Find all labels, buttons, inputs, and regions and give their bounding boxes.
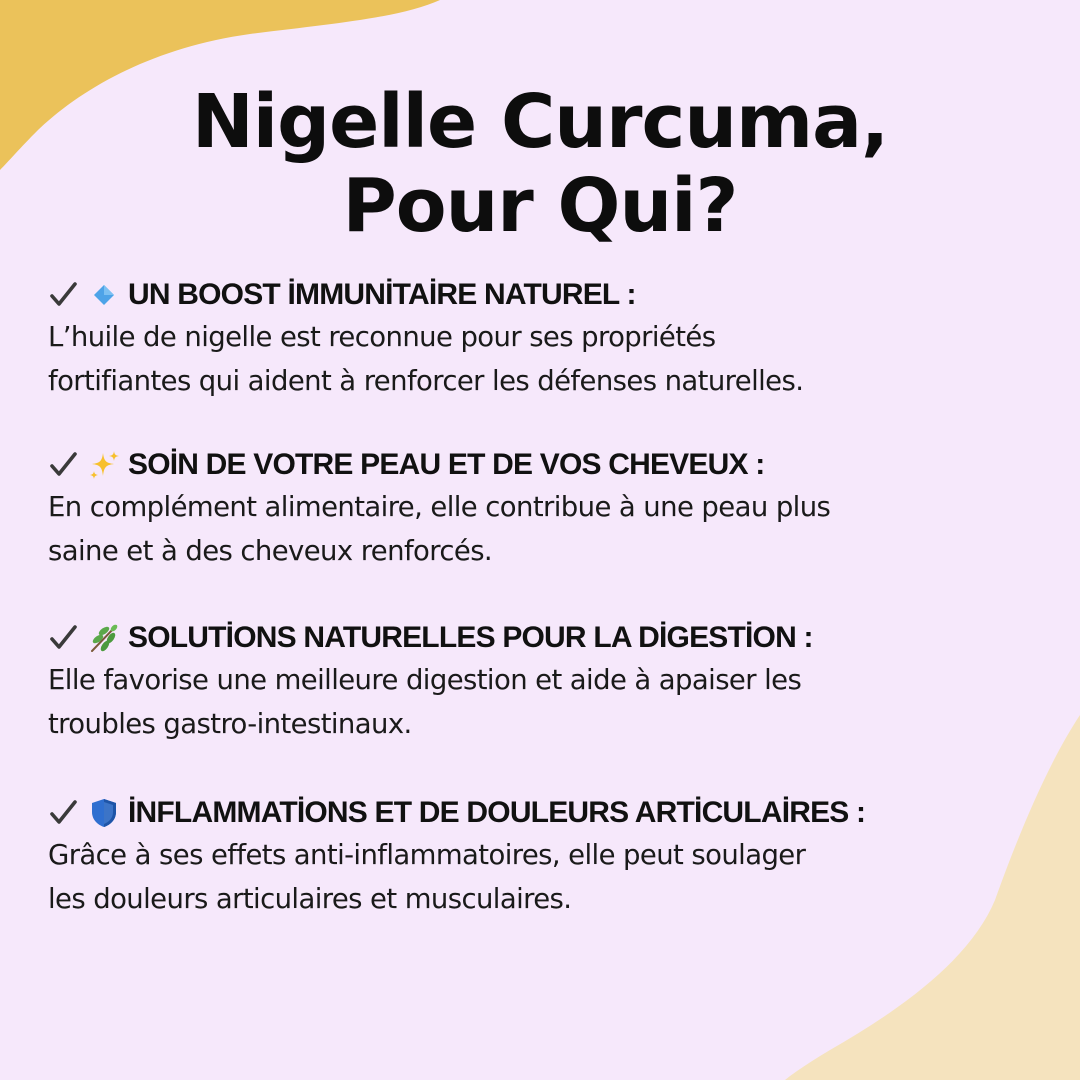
section-immunity: [48, 275, 1038, 403]
body-line: En complément alimentaire, elle contribue à une peau plus: [48, 491, 831, 523]
shield-icon: [88, 797, 120, 829]
herb-icon: [88, 622, 120, 654]
body-line: les douleurs articulaires et musculaires.: [48, 883, 572, 915]
body-line: Elle favorise une meilleure digestion et aide à apaiser les: [48, 664, 802, 696]
body-line: troubles gastro-intestinaux.: [48, 708, 412, 740]
section-heading: [48, 793, 1038, 833]
section-digestion: [48, 618, 1038, 746]
body-line: Grâce à ses effets anti-inflammatoires, elle peut soulager: [48, 839, 806, 871]
section-body: [48, 315, 1038, 403]
section-heading-text: İNFLAMMATİONS ET DE DOULEURS ARTİCULAİRES :: [128, 796, 866, 829]
check-icon: [48, 623, 78, 653]
section-heading: [48, 275, 1038, 315]
section-body: [48, 658, 1038, 746]
check-icon: [48, 450, 78, 480]
body-line: L’huile de nigelle est reconnue pour ses propriétés: [48, 321, 716, 353]
section-heading: [48, 445, 1038, 485]
title-line-2: Pour Qui?: [342, 163, 738, 249]
section-body: [48, 833, 1038, 921]
section-heading-text: SOİN DE VOTRE PEAU ET DE VOS CHEVEUX :: [128, 448, 765, 481]
page-title: [0, 80, 1080, 248]
section-heading: [48, 618, 1038, 658]
check-icon: [48, 280, 78, 310]
body-line: saine et à des cheveux renforcés.: [48, 535, 493, 567]
diamond-icon: [88, 279, 120, 311]
section-skin-hair: [48, 445, 1038, 573]
section-inflammation: [48, 793, 1038, 921]
sparkles-icon: [88, 449, 120, 481]
section-heading-text: UN BOOST İMMUNİTAİRE NATUREL :: [128, 278, 636, 311]
body-line: fortifiantes qui aident à renforcer les défenses naturelles.: [48, 365, 804, 397]
section-body: [48, 485, 1038, 573]
title-line-1: Nigelle Curcuma,: [191, 79, 889, 165]
check-icon: [48, 798, 78, 828]
section-heading-text: SOLUTİONS NATURELLES POUR LA DİGESTİON :: [128, 621, 813, 654]
